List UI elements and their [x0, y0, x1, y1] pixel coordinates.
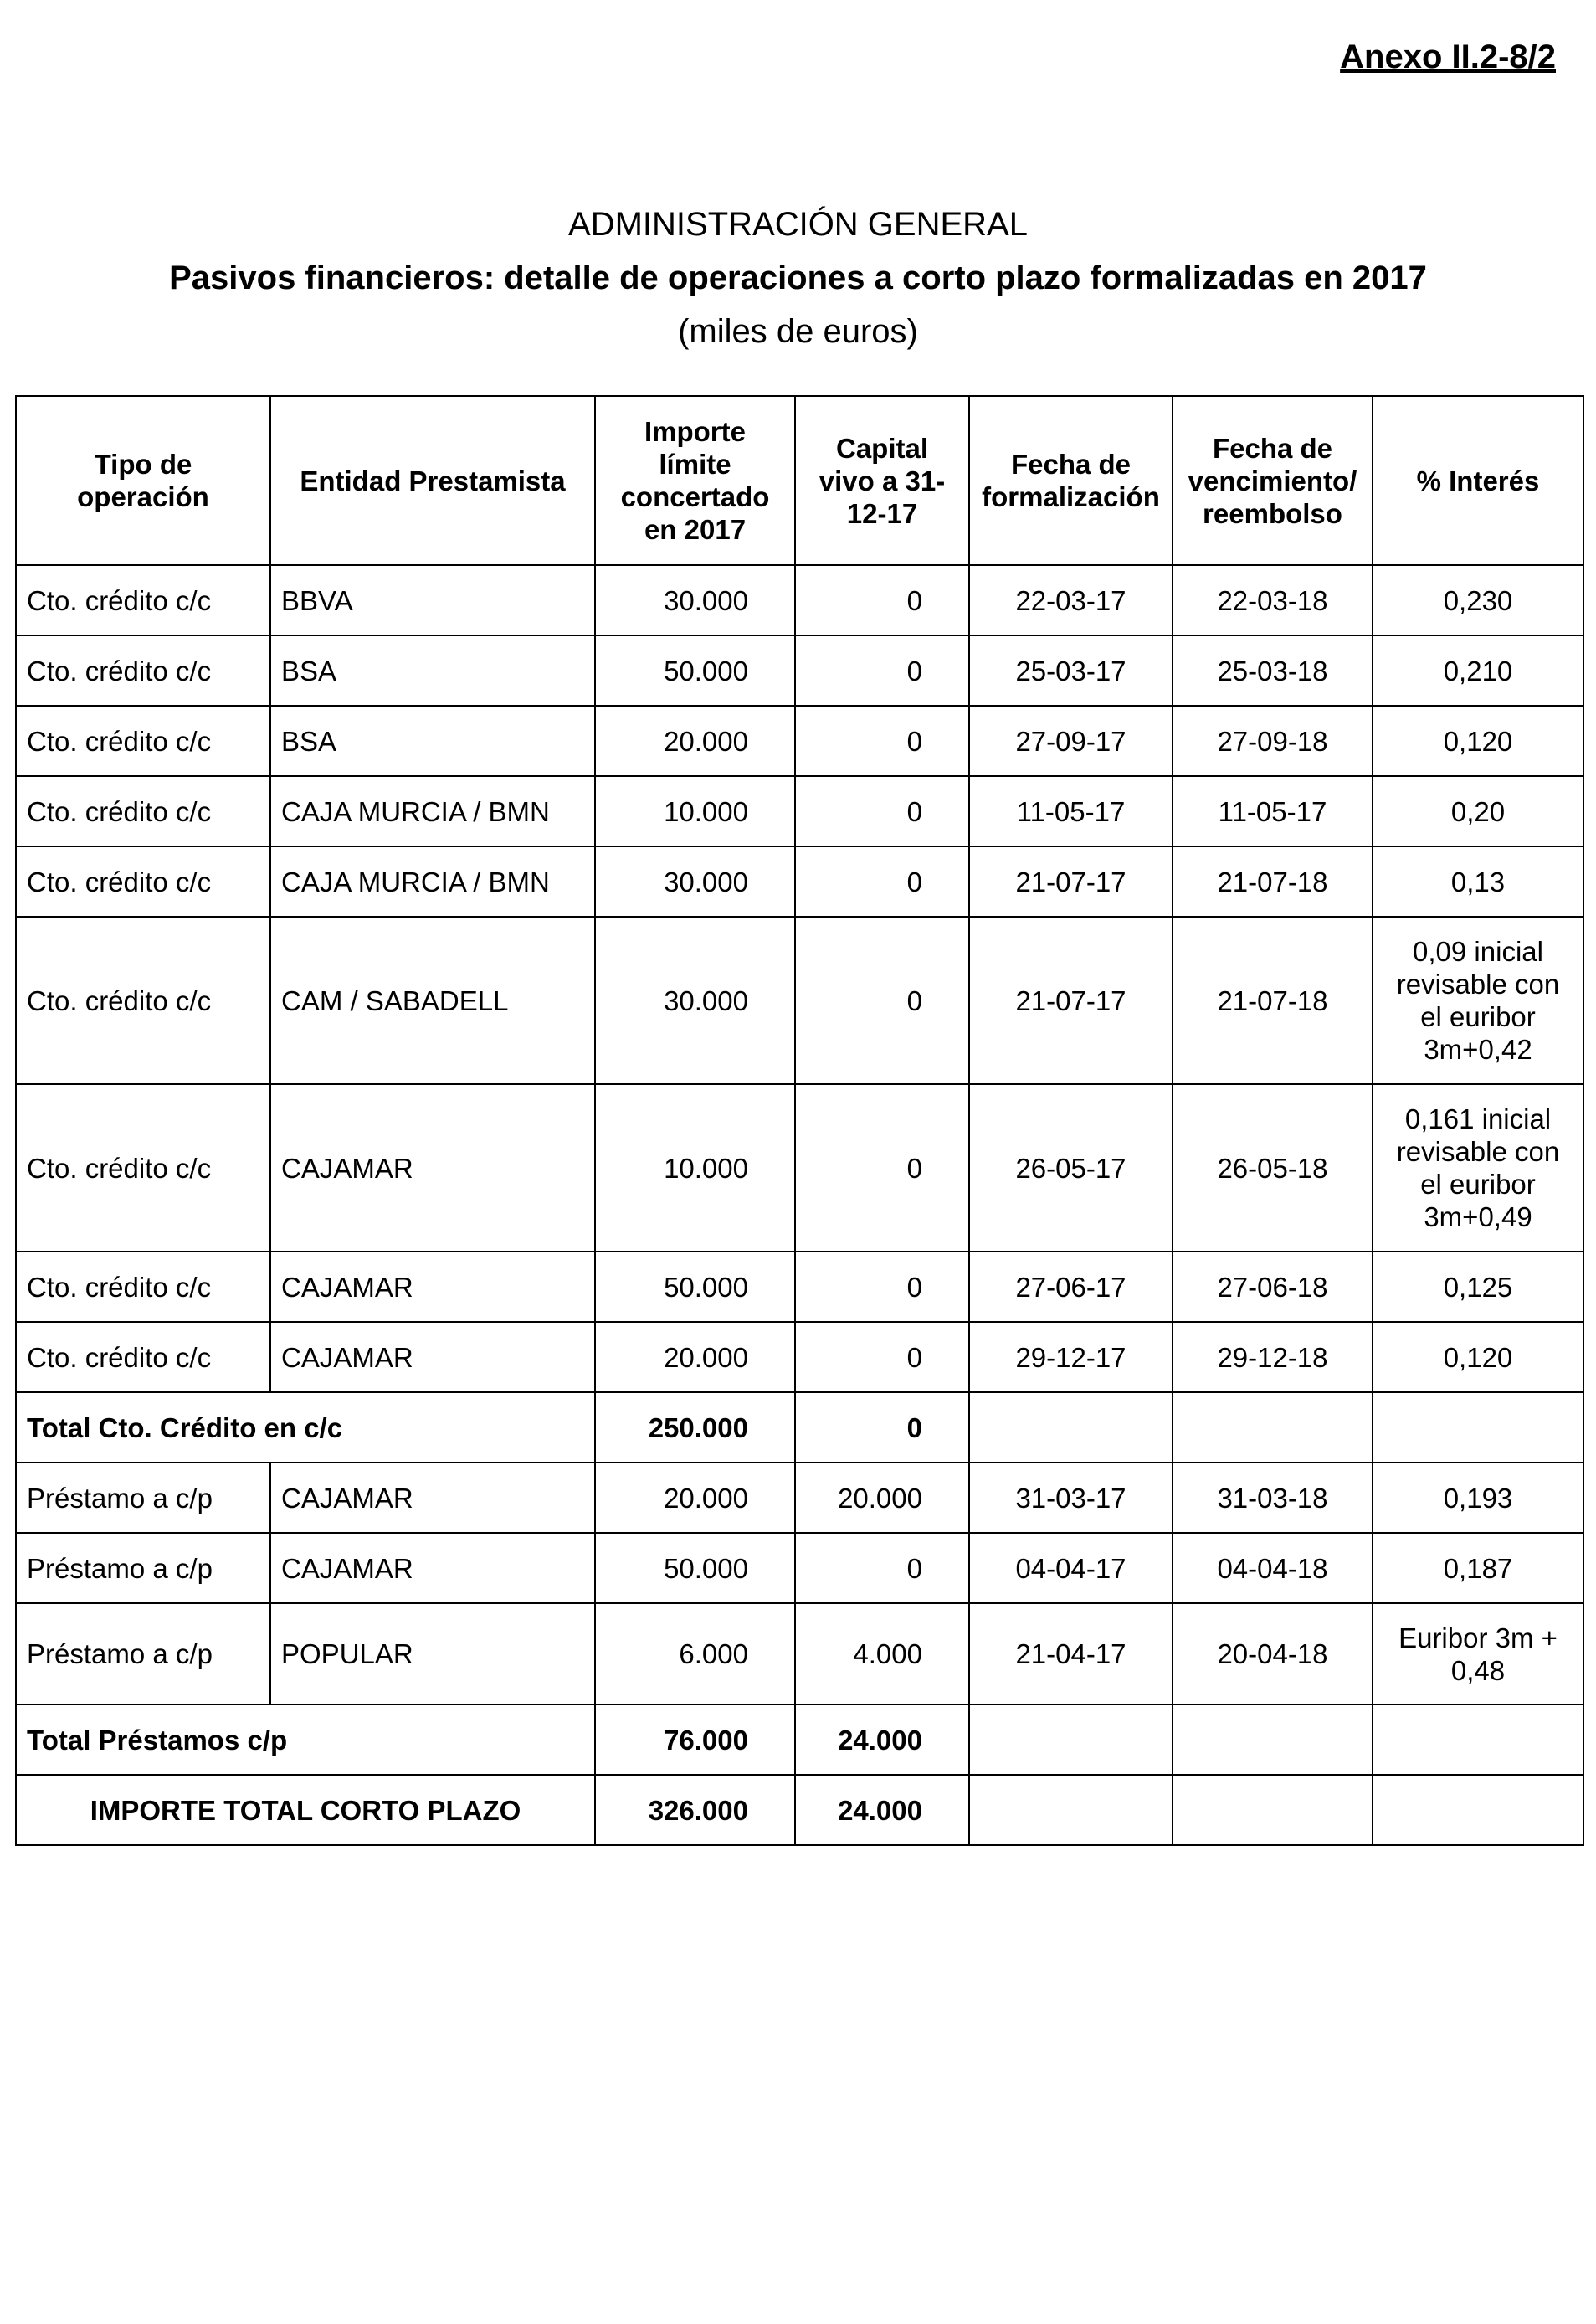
cell-fecha-vencimiento: 21-07-18: [1173, 846, 1373, 917]
cell-tipo: Cto. crédito c/c: [16, 1252, 270, 1322]
header-entidad: Entidad Prestamista: [270, 396, 595, 565]
cell-interes: 0,187: [1373, 1533, 1583, 1603]
header-fecha-vencimiento: Fecha de vencimiento/ reembolso: [1173, 396, 1373, 565]
table-row: [16, 846, 1583, 917]
subtotal-loans-importe: 76.000: [595, 1704, 795, 1775]
cell-capital: 0: [795, 846, 969, 917]
cell-fecha-vencimiento: 22-03-18: [1173, 565, 1373, 635]
cell-tipo: Cto. crédito c/c: [16, 917, 270, 1084]
cell-importe: 30.000: [595, 917, 795, 1084]
cell-tipo: Cto. crédito c/c: [16, 776, 270, 846]
table-row: [16, 1252, 1583, 1322]
cell-entidad: CAJAMAR: [270, 1252, 595, 1322]
cell-tipo: Cto. crédito c/c: [16, 565, 270, 635]
cell-importe: 50.000: [595, 1252, 795, 1322]
cell-entidad: CAJA MURCIA / BMN: [270, 776, 595, 846]
subtotal-credit-label: Total Cto. Crédito en c/c: [16, 1392, 595, 1463]
table-row: [16, 1603, 1583, 1704]
empty-cell: [969, 1704, 1173, 1775]
header-importe: Importe límite concertado en 2017: [595, 396, 795, 565]
cell-fecha-formalizacion: 27-06-17: [969, 1252, 1173, 1322]
empty-cell: [1373, 1704, 1583, 1775]
cell-entidad: CAJAMAR: [270, 1533, 595, 1603]
cell-tipo: Cto. crédito c/c: [16, 1084, 270, 1252]
cell-fecha-formalizacion: 26-05-17: [969, 1084, 1173, 1252]
annex-reference: Anexo II.2-8/2: [1340, 39, 1556, 75]
table-row: [16, 776, 1583, 846]
table-row: [16, 635, 1583, 706]
cell-importe: 50.000: [595, 1533, 795, 1603]
empty-cell: [1173, 1704, 1373, 1775]
header-tipo: Tipo de operación: [16, 396, 270, 565]
subtotal-loans-row: [16, 1704, 1583, 1775]
cell-capital: 20.000: [795, 1463, 969, 1533]
title-block: [0, 198, 1596, 358]
operations-table: [15, 395, 1584, 1846]
cell-fecha-vencimiento: 21-07-18: [1173, 917, 1373, 1084]
cell-entidad: CAJAMAR: [270, 1084, 595, 1252]
cell-fecha-vencimiento: 31-03-18: [1173, 1463, 1373, 1533]
empty-cell: [969, 1775, 1173, 1845]
table-row: [16, 1533, 1583, 1603]
cell-interes: 0,210: [1373, 635, 1583, 706]
header-fecha-formalizacion: Fecha de formalización: [969, 396, 1173, 565]
cell-capital: 0: [795, 1252, 969, 1322]
cell-importe: 20.000: [595, 706, 795, 776]
cell-importe: 10.000: [595, 776, 795, 846]
cell-entidad: BSA: [270, 635, 595, 706]
cell-fecha-formalizacion: 22-03-17: [969, 565, 1173, 635]
cell-entidad: CAJA MURCIA / BMN: [270, 846, 595, 917]
cell-fecha-formalizacion: 27-09-17: [969, 706, 1173, 776]
cell-entidad: BBVA: [270, 565, 595, 635]
cell-capital: 0: [795, 1322, 969, 1392]
cell-interes: 0,120: [1373, 1322, 1583, 1392]
cell-fecha-formalizacion: 11-05-17: [969, 776, 1173, 846]
cell-fecha-formalizacion: 25-03-17: [969, 635, 1173, 706]
empty-cell: [1173, 1775, 1373, 1845]
cell-fecha-vencimiento: 27-09-18: [1173, 706, 1373, 776]
cell-fecha-formalizacion: 04-04-17: [969, 1533, 1173, 1603]
table-row: [16, 565, 1583, 635]
cell-capital: 4.000: [795, 1603, 969, 1704]
cell-interes: 0,09 inicial revisable con el euribor 3m+0,42: [1373, 917, 1583, 1084]
cell-fecha-vencimiento: 27-06-18: [1173, 1252, 1373, 1322]
cell-tipo: Cto. crédito c/c: [16, 635, 270, 706]
cell-fecha-vencimiento: 04-04-18: [1173, 1533, 1373, 1603]
cell-importe: 50.000: [595, 635, 795, 706]
cell-tipo: Préstamo a c/p: [16, 1533, 270, 1603]
table-row: [16, 706, 1583, 776]
cell-interes: 0,161 inicial revisable con el euribor 3m+0,49: [1373, 1084, 1583, 1252]
cell-importe: 20.000: [595, 1322, 795, 1392]
cell-tipo: Préstamo a c/p: [16, 1603, 270, 1704]
cell-interes: 0,230: [1373, 565, 1583, 635]
table-row: [16, 1322, 1583, 1392]
cell-fecha-formalizacion: 21-07-17: [969, 917, 1173, 1084]
cell-fecha-formalizacion: 21-04-17: [969, 1603, 1173, 1704]
subtotal-credit-importe: 250.000: [595, 1392, 795, 1463]
cell-capital: 0: [795, 776, 969, 846]
cell-fecha-vencimiento: 11-05-17: [1173, 776, 1373, 846]
header-capital: Capital vivo a 31-12-17: [795, 396, 969, 565]
cell-entidad: CAM / SABADELL: [270, 917, 595, 1084]
cell-entidad: CAJAMAR: [270, 1463, 595, 1533]
cell-capital: 0: [795, 635, 969, 706]
subtotal-loans-capital: 24.000: [795, 1704, 969, 1775]
empty-cell: [1373, 1392, 1583, 1463]
cell-interes: 0,20: [1373, 776, 1583, 846]
cell-importe: 6.000: [595, 1603, 795, 1704]
grand-total-capital: 24.000: [795, 1775, 969, 1845]
title-subtitle: Pasivos financieros: detalle de operaciones a corto plazo formalizadas en 2017: [169, 260, 1427, 296]
cell-tipo: Cto. crédito c/c: [16, 846, 270, 917]
cell-entidad: BSA: [270, 706, 595, 776]
cell-entidad: POPULAR: [270, 1603, 595, 1704]
cell-interes: Euribor 3m + 0,48: [1373, 1603, 1583, 1704]
cell-interes: 0,120: [1373, 706, 1583, 776]
cell-tipo: Cto. crédito c/c: [16, 706, 270, 776]
cell-interes: 0,193: [1373, 1463, 1583, 1533]
cell-capital: 0: [795, 917, 969, 1084]
cell-capital: 0: [795, 706, 969, 776]
cell-importe: 20.000: [595, 1463, 795, 1533]
cell-importe: 30.000: [595, 846, 795, 917]
table-row: [16, 1084, 1583, 1252]
cell-fecha-vencimiento: 20-04-18: [1173, 1603, 1373, 1704]
header-interes: % Interés: [1373, 396, 1583, 565]
empty-cell: [1373, 1775, 1583, 1845]
cell-tipo: Préstamo a c/p: [16, 1463, 270, 1533]
cell-fecha-vencimiento: 26-05-18: [1173, 1084, 1373, 1252]
cell-capital: 0: [795, 565, 969, 635]
grand-total-row: [16, 1775, 1583, 1845]
subtotal-credit-row: [16, 1392, 1583, 1463]
subtotal-credit-capital: 0: [795, 1392, 969, 1463]
title-main: ADMINISTRACIÓN GENERAL: [568, 206, 1028, 243]
cell-tipo: Cto. crédito c/c: [16, 1322, 270, 1392]
cell-interes: 0,13: [1373, 846, 1583, 917]
grand-total-importe: 326.000: [595, 1775, 795, 1845]
cell-fecha-formalizacion: 29-12-17: [969, 1322, 1173, 1392]
cell-importe: 10.000: [595, 1084, 795, 1252]
cell-entidad: CAJAMAR: [270, 1322, 595, 1392]
cell-importe: 30.000: [595, 565, 795, 635]
cell-capital: 0: [795, 1084, 969, 1252]
cell-fecha-formalizacion: 21-07-17: [969, 846, 1173, 917]
cell-capital: 0: [795, 1533, 969, 1603]
empty-cell: [969, 1392, 1173, 1463]
cell-fecha-vencimiento: 29-12-18: [1173, 1322, 1373, 1392]
title-units: (miles de euros): [678, 313, 918, 350]
cell-fecha-formalizacion: 31-03-17: [969, 1463, 1173, 1533]
table-row: [16, 1463, 1583, 1533]
subtotal-loans-label: Total Préstamos c/p: [16, 1704, 595, 1775]
cell-interes: 0,125: [1373, 1252, 1583, 1322]
table-header-row: [16, 396, 1583, 565]
table-row: [16, 917, 1583, 1084]
grand-total-label: IMPORTE TOTAL CORTO PLAZO: [16, 1775, 595, 1845]
cell-fecha-vencimiento: 25-03-18: [1173, 635, 1373, 706]
empty-cell: [1173, 1392, 1373, 1463]
